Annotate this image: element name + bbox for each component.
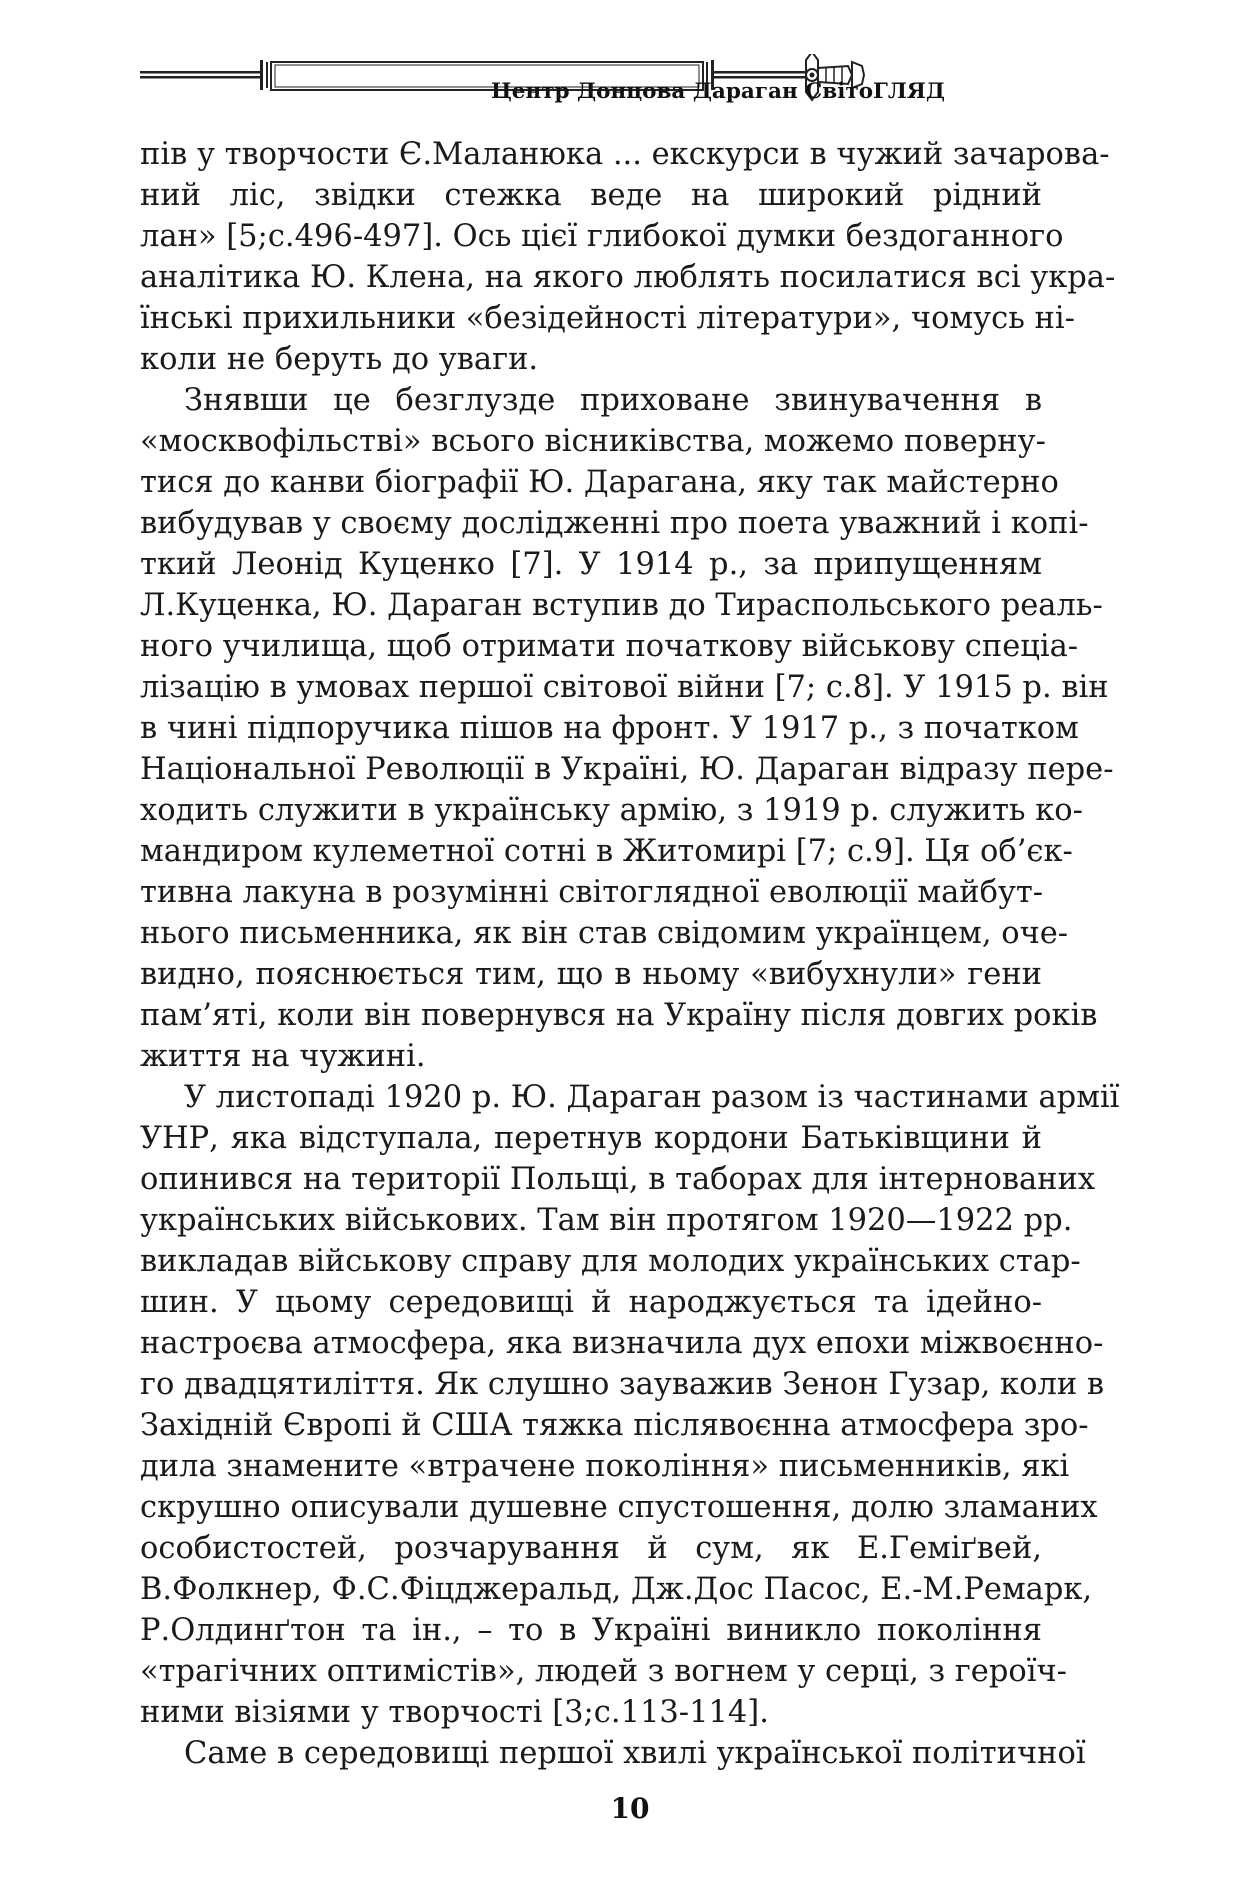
text-line: ходить служити в українську армію, з 1919 р. служить ко- xyxy=(140,793,1083,828)
text-line: ними візіями у творчості [3;с.113-114]. xyxy=(140,1695,769,1730)
text-line: ного училища, щоб отримати початкову військову спеціа- xyxy=(140,629,1079,664)
text-line: викладав військову справу для молодих українських стар- xyxy=(140,1244,1081,1279)
text-line: «москвофільстві» всього вісниківства, можемо поверну- xyxy=(140,424,1046,459)
text-line: В.Фолкнер, Ф.С.Фіцджеральд, Дж.Дос Пасос, Е.-М.Ремарк, xyxy=(140,1572,1093,1607)
text-line: скрушно описували душевне спустошення, долю зламаних xyxy=(140,1490,1098,1525)
running-header xyxy=(140,54,1040,118)
text-line: опинився на території Польщі, в таборах для інтернованих xyxy=(140,1162,1096,1197)
paragraph xyxy=(140,380,1114,1077)
header-title: Центр Донцова Дараган СвітоГЛЯД xyxy=(491,79,945,104)
text-line: ткий Леонід Куценко [7]. У 1914 р., за припущенням xyxy=(140,547,1042,582)
text-line: Національної Революції в Україні, Ю. Дараган відразу пере- xyxy=(140,752,1114,787)
text-line: особистостей, розчарування й сум, як Е.Геміґвей, xyxy=(140,1531,1042,1566)
body-text xyxy=(140,134,1120,1774)
text-line: УНР, яка відступала, перетнув кордони Батьківщини й xyxy=(140,1121,1042,1156)
text-line: в чині підпоручика пішов на фронт. У 1917 р., з початком xyxy=(140,711,1079,746)
text-line: Знявши це безглузде приховане звинувачення в xyxy=(184,383,1042,418)
text-line: їнські прихильники «безідейності літератури», чомусь ні- xyxy=(140,301,1075,336)
text-line: мандиром кулеметної сотні в Житомирі [7; с.9]. Ця об’єк- xyxy=(140,834,1073,869)
text-line: дила знамените «втрачене покоління» письменників, які xyxy=(140,1449,1070,1484)
text-line: го двадцятиліття. Як слушно зауважив Зенон Гузар, коли в xyxy=(140,1367,1105,1402)
text-line: Західній Європі й США тяжка післявоєнна атмосфера зро- xyxy=(140,1408,1089,1443)
paragraph xyxy=(140,134,1116,380)
text-line: Л.Куценка, Ю. Дараган вступив до Тираспольського реаль- xyxy=(140,588,1103,623)
text-line: аналітика Ю. Клена, на якого люблять посилатися всі укра- xyxy=(140,260,1116,295)
text-line: коли не беруть до уваги. xyxy=(140,342,539,377)
text-line: тися до канви біографії Ю. Дарагана, яку так майстерно xyxy=(140,465,1059,500)
text-line: життя на чужині. xyxy=(140,1039,426,1074)
text-line: У листопаді 1920 р. Ю. Дараган разом із частинами армії xyxy=(184,1080,1120,1115)
text-line: Р.Олдинґтон та ін., – то в Україні виникло покоління xyxy=(140,1613,1042,1648)
paragraph xyxy=(140,1733,1086,1774)
text-line: Саме в середовищі першої хвилі української політичної xyxy=(184,1736,1086,1771)
page-number: 10 xyxy=(610,1792,650,1825)
text-line: вибудував у своєму дослідженні про поета уважний і копі- xyxy=(140,506,1089,541)
text-line: пам’яті, коли він повернувся на Україну після довгих років xyxy=(140,998,1098,1033)
text-line: видно, пояснюється тим, що в ньому «вибухнули» гени xyxy=(140,957,1042,992)
text-line: ний ліс, звідки стежка веде на широкий рідний xyxy=(140,178,1042,213)
text-line: нього письменника, як він став свідомим українцем, оче- xyxy=(140,916,1069,951)
paragraph xyxy=(140,1077,1120,1733)
text-line: «трагічних оптимістів», людей з вогнем у серці, з героїч- xyxy=(140,1654,1067,1689)
text-line: лан» [5;с.496-497]. Ось цієї глибокої думки бездоганного xyxy=(140,219,1064,254)
text-line: шин. У цьому середовищі й народжується та ідейно- xyxy=(140,1285,1042,1320)
text-line: настроєва атмосфера, яка визначила дух епохи міжвоєнно- xyxy=(140,1326,1104,1361)
text-line: пів у творчости Є.Маланюка ... екскурси в чужий зачарова- xyxy=(140,137,1110,172)
text-line: тивна лакуна в розумінні світоглядної еволюції майбут- xyxy=(140,875,1044,910)
text-line: українських військових. Там він протягом 1920—1922 рр. xyxy=(140,1203,1073,1238)
text-line: лізацію в умовах першої світової війни [7; с.8]. У 1915 р. він xyxy=(140,670,1109,705)
